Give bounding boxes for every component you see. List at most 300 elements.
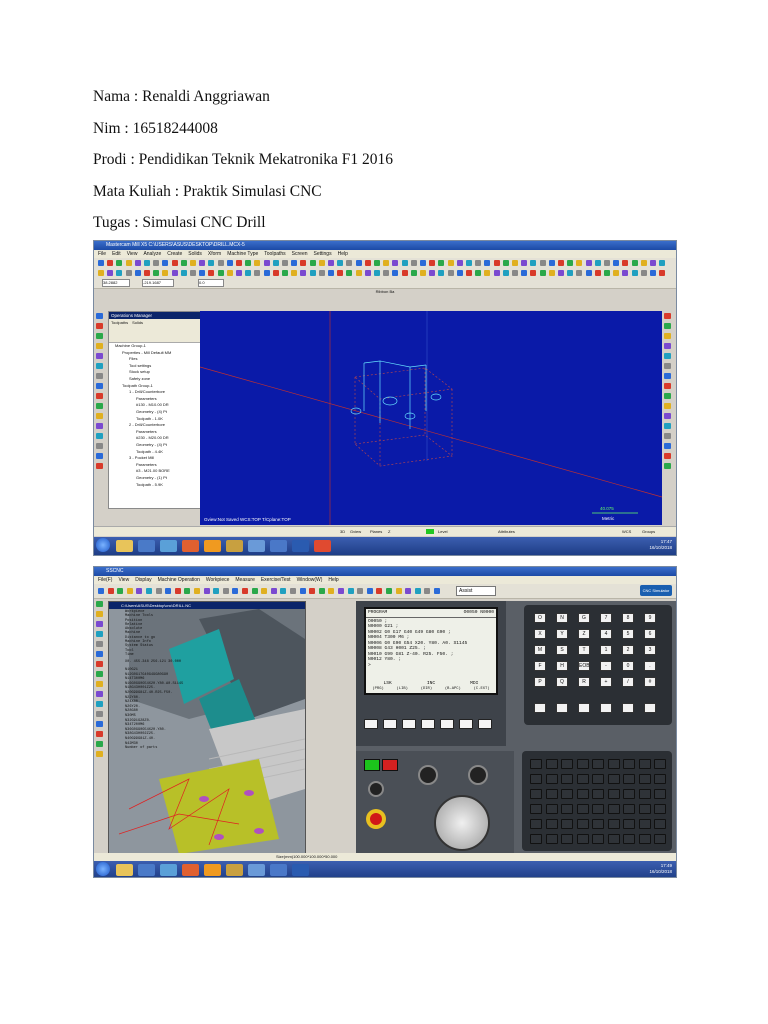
toolbar-icon[interactable]	[232, 588, 238, 594]
tree-item[interactable]: Tool settings	[129, 362, 152, 368]
toolbar-icon[interactable]	[530, 260, 536, 266]
toolbar-icon[interactable]	[107, 260, 113, 266]
toolbar-icon[interactable]	[374, 270, 380, 276]
status-level[interactable]: Level	[438, 529, 448, 534]
key-1-2[interactable]: Z	[578, 629, 590, 639]
panel-key[interactable]	[608, 804, 620, 814]
toolbar-icon[interactable]	[438, 260, 444, 266]
toolbar-icon[interactable]	[438, 270, 444, 276]
sidebar-tool-icon[interactable]	[96, 711, 103, 717]
tree-item[interactable]: Toolpath - 4.4K	[136, 448, 163, 454]
sidebar-tool-icon[interactable]	[664, 423, 671, 429]
toolbar-icon[interactable]	[558, 270, 564, 276]
key-0-0[interactable]: O	[534, 613, 546, 623]
toolbar-icon[interactable]	[319, 588, 325, 594]
key-3-4[interactable]: 0	[622, 661, 634, 671]
spindle-override-knob[interactable]	[468, 765, 488, 785]
toolbar-icon[interactable]	[650, 260, 656, 266]
status-tree-item[interactable]: Distance to go	[125, 635, 156, 640]
sidebar-tool-icon[interactable]	[96, 403, 103, 409]
toolbar-icon[interactable]	[586, 270, 592, 276]
key-1-5[interactable]: 6	[644, 629, 656, 639]
key-0-1[interactable]: N	[556, 613, 568, 623]
network-icon[interactable]	[270, 540, 287, 552]
explorer-icon[interactable]	[116, 864, 133, 876]
toolbar-icon[interactable]	[475, 270, 481, 276]
sidebar-tool-icon[interactable]	[96, 691, 103, 697]
toolbar-icon[interactable]	[484, 260, 490, 266]
toolbar-icon[interactable]	[512, 270, 518, 276]
sidebar-tool-icon[interactable]	[664, 463, 671, 469]
function-key[interactable]	[578, 703, 590, 713]
toolbar-icon[interactable]	[337, 260, 343, 266]
key-0-3[interactable]: 7	[600, 613, 612, 623]
sidebar-tool-icon[interactable]	[664, 393, 671, 399]
panel-key[interactable]	[577, 804, 589, 814]
toolbar-icon[interactable]	[172, 260, 178, 266]
toolbar-icon[interactable]	[405, 588, 411, 594]
status-tree-item[interactable]: Position	[125, 618, 143, 623]
toolbar-icon[interactable]	[153, 270, 159, 276]
softkey-button[interactable]	[383, 719, 397, 729]
toolbar-icon[interactable]	[328, 588, 334, 594]
sidebar-tool-icon[interactable]	[664, 413, 671, 419]
panel-key[interactable]	[561, 774, 573, 784]
toolbar-icon[interactable]	[264, 270, 270, 276]
toolbar-icon[interactable]	[338, 588, 344, 594]
panel-key[interactable]	[546, 819, 558, 829]
menu-file[interactable]: File(F)	[98, 577, 113, 583]
panel-key[interactable]	[623, 759, 635, 769]
toolbar-icon[interactable]	[236, 260, 242, 266]
status-z[interactable]: Z	[388, 529, 391, 534]
toolbar-icon[interactable]	[135, 260, 141, 266]
sidebar-tool-icon[interactable]	[96, 671, 103, 677]
toolbar-icon[interactable]	[420, 260, 426, 266]
toolbar-icon[interactable]	[300, 270, 306, 276]
toolbar-icon[interactable]	[448, 270, 454, 276]
status-tree-item[interactable]: Tool	[125, 648, 134, 653]
toolbar-icon[interactable]	[396, 588, 402, 594]
network-icon[interactable]	[270, 864, 287, 876]
status-attributes[interactable]: Attributes	[498, 529, 515, 534]
status-groups[interactable]: Groups	[642, 529, 656, 534]
toolbar-icon[interactable]	[586, 260, 592, 266]
toolbar-icon[interactable]	[567, 260, 573, 266]
toolbar-icon[interactable]	[632, 270, 638, 276]
graphics-viewport[interactable]	[200, 311, 662, 525]
toolbar-icon[interactable]	[386, 588, 392, 594]
toolbar-icon[interactable]	[98, 270, 104, 276]
toolbar-icon[interactable]	[245, 260, 251, 266]
tree-item[interactable]: #230 - M20.00 DR	[136, 435, 169, 441]
toolbar-icon[interactable]	[136, 588, 142, 594]
menu-edit[interactable]: Edit	[112, 251, 121, 257]
key-0-5[interactable]: 9	[644, 613, 656, 623]
status-tree-item[interactable]: System Status	[125, 644, 154, 649]
tab-solids[interactable]: Solids	[132, 320, 144, 325]
toolbar-icon[interactable]	[282, 260, 288, 266]
toolbar-icon[interactable]	[659, 260, 665, 266]
key-3-1[interactable]: H	[556, 661, 568, 671]
toolbar-icon[interactable]	[549, 260, 555, 266]
sidebar-tool-icon[interactable]	[96, 453, 103, 459]
menu-solids[interactable]: Solids	[188, 251, 202, 257]
sidebar-tool-icon[interactable]	[96, 611, 103, 617]
toolbar-icon[interactable]	[448, 260, 454, 266]
toolbar-icon[interactable]	[429, 260, 435, 266]
key-4-3[interactable]: +	[600, 677, 612, 687]
panel-key[interactable]	[546, 834, 558, 844]
key-2-1[interactable]: S	[556, 645, 568, 655]
panel-key[interactable]	[546, 804, 558, 814]
panel-key[interactable]	[608, 834, 620, 844]
sidebar-tool-icon[interactable]	[96, 333, 103, 339]
toolbar-icon[interactable]	[218, 260, 224, 266]
toolbar-icon[interactable]	[530, 270, 536, 276]
menu-analyze[interactable]: Analyze	[143, 251, 162, 257]
sidebar-tool-icon[interactable]	[664, 383, 671, 389]
function-key[interactable]	[600, 703, 612, 713]
toolbar-icon[interactable]	[116, 260, 122, 266]
z-coordinate-field[interactable]: 0.0	[198, 279, 224, 287]
sidebar-tool-icon[interactable]	[664, 453, 671, 459]
tree-item[interactable]: Geometry - (4) Pt	[136, 442, 167, 447]
sidebar-tool-icon[interactable]	[664, 323, 671, 329]
cycle-start-button[interactable]	[364, 759, 380, 771]
tree-item[interactable]: Parameters	[136, 395, 157, 401]
toolbar-icon[interactable]	[429, 270, 435, 276]
toolbar-icon[interactable]	[271, 588, 277, 594]
key-2-0[interactable]: M	[534, 645, 546, 655]
tree-item[interactable]: 1 - Drill/Counterbore	[129, 389, 166, 395]
tree-item[interactable]: Toolpath - 1.0K	[136, 415, 163, 421]
toolbar-icon[interactable]	[204, 588, 210, 594]
toolbar-icon[interactable]	[199, 270, 205, 276]
softkey-lib[interactable]: (LIB)	[396, 686, 408, 691]
toolbar-icon[interactable]	[622, 260, 628, 266]
toolbar-icon[interactable]	[282, 270, 288, 276]
toolbar-icon[interactable]	[356, 260, 362, 266]
panel-key[interactable]	[623, 834, 635, 844]
menu-xform[interactable]: Xform	[207, 251, 222, 257]
tree-item[interactable]: Toolpath Group-1	[122, 382, 153, 388]
toolbar-icon[interactable]	[165, 588, 171, 594]
tree-item[interactable]: 3 - Pocket Mill	[129, 455, 155, 461]
panel-key[interactable]	[546, 774, 558, 784]
sidebar-tool-icon[interactable]	[96, 641, 103, 647]
toolbar-icon[interactable]	[613, 270, 619, 276]
sidebar-tool-icon[interactable]	[664, 433, 671, 439]
sidebar-tool-icon[interactable]	[96, 463, 103, 469]
toolbar-icon[interactable]	[261, 588, 267, 594]
word-icon[interactable]	[292, 540, 309, 552]
toolbar-icon[interactable]	[135, 270, 141, 276]
status-tree-item[interactable]: Machine Info	[125, 640, 151, 645]
sidebar-tool-icon[interactable]	[96, 651, 103, 657]
simulation-window[interactable]	[108, 601, 306, 855]
softkey-button[interactable]	[421, 719, 435, 729]
function-key[interactable]	[622, 703, 634, 713]
toolbar-icon[interactable]	[604, 260, 610, 266]
panel-key[interactable]	[623, 804, 635, 814]
menu-view[interactable]: View	[118, 577, 130, 583]
sscnc-icon[interactable]	[204, 864, 221, 876]
sidebar-tool-icon[interactable]	[96, 443, 103, 449]
window-icon[interactable]	[248, 540, 265, 552]
panel-key[interactable]	[561, 819, 573, 829]
status-tree-item[interactable]: Machine	[125, 631, 141, 636]
toolbar-icon[interactable]	[264, 260, 270, 266]
status-gview[interactable]: Gview	[350, 529, 362, 534]
panel-key[interactable]	[561, 834, 573, 844]
menu-help[interactable]: Help	[328, 577, 339, 583]
panel-key[interactable]	[592, 834, 604, 844]
toolbar-icon[interactable]	[236, 270, 242, 276]
key-2-2[interactable]: T	[578, 645, 590, 655]
panel-key[interactable]	[608, 789, 620, 799]
key-3-0[interactable]: F	[534, 661, 546, 671]
sidebar-tool-icon[interactable]	[96, 343, 103, 349]
sidebar-tool-icon[interactable]	[96, 383, 103, 389]
tree-item[interactable]: Geometry - (4) Pt	[136, 409, 167, 414]
tree-item[interactable]: #130 - M10.00 DR	[136, 402, 169, 408]
toolbar-icon[interactable]	[376, 588, 382, 594]
toolbar-icon[interactable]	[328, 260, 334, 266]
status-tree-item[interactable]: Time	[125, 652, 134, 657]
panel-key[interactable]	[546, 789, 558, 799]
panel-key[interactable]	[639, 759, 651, 769]
emergency-stop-button[interactable]	[370, 813, 382, 825]
status-tree-item[interactable]: Relative	[125, 622, 143, 627]
toolbar-icon[interactable]	[290, 588, 296, 594]
softkey-button[interactable]	[459, 719, 473, 729]
feed-override-knob[interactable]	[418, 765, 438, 785]
sidebar-tool-icon[interactable]	[96, 721, 103, 727]
toolbar-icon[interactable]	[190, 270, 196, 276]
toolbar-icon[interactable]	[252, 588, 258, 594]
toolbar-icon[interactable]	[392, 260, 398, 266]
panel-key[interactable]	[592, 804, 604, 814]
toolbar-icon[interactable]	[659, 270, 665, 276]
feed-hold-button[interactable]	[382, 759, 398, 771]
toolbar-icon[interactable]	[475, 260, 481, 266]
toolbar-icon[interactable]	[549, 270, 555, 276]
panel-key[interactable]	[530, 759, 542, 769]
toolbar-icon[interactable]	[392, 270, 398, 276]
key-2-3[interactable]: 1	[600, 645, 612, 655]
sidebar-tool-icon[interactable]	[96, 731, 103, 737]
folder-icon[interactable]	[226, 540, 243, 552]
toolbar-icon[interactable]	[98, 588, 104, 594]
toolbar-icon[interactable]	[181, 270, 187, 276]
key-0-4[interactable]: 8	[622, 613, 634, 623]
panel-key[interactable]	[654, 819, 666, 829]
toolbar-icon[interactable]	[254, 270, 260, 276]
toolbar-icon[interactable]	[650, 270, 656, 276]
tab-toolpaths[interactable]: Toolpaths	[111, 320, 129, 325]
panel-key[interactable]	[639, 804, 651, 814]
toolbar-icon[interactable]	[184, 588, 190, 594]
start-button-icon[interactable]	[96, 862, 110, 876]
toolbar-icon[interactable]	[424, 588, 430, 594]
menu-exercise[interactable]: Exercise/Test	[260, 577, 291, 583]
sidebar-tool-icon[interactable]	[96, 413, 103, 419]
status-wcs[interactable]: WCS	[622, 529, 632, 534]
toolbar-icon[interactable]	[146, 588, 152, 594]
panel-key[interactable]	[608, 759, 620, 769]
tree-item[interactable]: Machine Group-1	[115, 343, 146, 348]
sidebar-tool-icon[interactable]	[664, 353, 671, 359]
sidebar-tool-icon[interactable]	[96, 621, 103, 627]
toolbar-icon[interactable]	[383, 260, 389, 266]
status-tree-item[interactable]: Machine Tools	[125, 614, 154, 619]
menu-measure[interactable]: Measure	[235, 577, 255, 583]
toolbar-icon[interactable]	[319, 260, 325, 266]
toolbar-icon[interactable]	[415, 588, 421, 594]
key-0-2[interactable]: G	[578, 613, 590, 623]
panel-key[interactable]	[654, 834, 666, 844]
toolbar-icon[interactable]	[503, 260, 509, 266]
toolbar-icon[interactable]	[367, 588, 373, 594]
toolbar-icon[interactable]	[411, 260, 417, 266]
toolbar-icon[interactable]	[328, 270, 334, 276]
toolbar-icon[interactable]	[218, 270, 224, 276]
toolbar-icon[interactable]	[346, 270, 352, 276]
panel-key[interactable]	[546, 759, 558, 769]
media-player-icon[interactable]	[138, 540, 155, 552]
sidebar-tool-icon[interactable]	[96, 373, 103, 379]
toolbar-icon[interactable]	[117, 588, 123, 594]
mode-knob[interactable]	[368, 781, 384, 797]
color-swatch[interactable]	[426, 529, 434, 534]
toolbar-icon[interactable]	[521, 260, 527, 266]
key-3-2[interactable]: EOB	[579, 663, 590, 669]
key-4-2[interactable]: R	[578, 677, 590, 687]
toolbar-icon[interactable]	[144, 270, 150, 276]
panel-key[interactable]	[623, 789, 635, 799]
panel-key[interactable]	[530, 804, 542, 814]
toolbar-icon[interactable]	[622, 270, 628, 276]
toolbar-icon[interactable]	[107, 270, 113, 276]
toolbar-icon[interactable]	[365, 260, 371, 266]
toolbar-icon[interactable]	[402, 260, 408, 266]
panel-key[interactable]	[592, 789, 604, 799]
sidebar-tool-icon[interactable]	[664, 403, 671, 409]
toolbar-icon[interactable]	[273, 260, 279, 266]
toolbar-icon[interactable]	[365, 270, 371, 276]
panel-key[interactable]	[654, 759, 666, 769]
menu-create[interactable]: Create	[167, 251, 183, 257]
toolbar-icon[interactable]	[181, 260, 187, 266]
toolbar-icon[interactable]	[558, 260, 564, 266]
key-1-1[interactable]: Y	[556, 629, 568, 639]
panel-key[interactable]	[561, 804, 573, 814]
panel-key[interactable]	[608, 819, 620, 829]
toolbar-icon[interactable]	[595, 270, 601, 276]
toolbar-icon[interactable]	[199, 260, 205, 266]
toolbar-icon[interactable]	[466, 270, 472, 276]
menu-view[interactable]: View	[126, 251, 138, 257]
sidebar-tool-icon[interactable]	[96, 741, 103, 747]
app-icon[interactable]	[160, 540, 177, 552]
status-tree-item[interactable]: Workpiece	[125, 610, 145, 614]
key-1-4[interactable]: 5	[622, 629, 634, 639]
word-icon[interactable]	[292, 864, 309, 876]
menu-machine-operation[interactable]: Machine Operation	[157, 577, 200, 583]
toolbar-icon[interactable]	[512, 260, 518, 266]
sidebar-tool-icon[interactable]	[96, 751, 103, 757]
toolbar-icon[interactable]	[116, 270, 122, 276]
toolbar-icon[interactable]	[245, 270, 251, 276]
x-coordinate-field[interactable]: 38.2882	[102, 279, 130, 287]
tree-item[interactable]: #3 - M21.00 BORE	[136, 468, 170, 474]
key-4-0[interactable]: P	[534, 677, 546, 687]
sidebar-tool-icon[interactable]	[96, 631, 103, 637]
toolbar-icon[interactable]	[300, 588, 306, 594]
toolbar-icon[interactable]	[254, 260, 260, 266]
tree-item[interactable]: Safety zone	[129, 376, 151, 381]
toolbar-icon[interactable]	[223, 588, 229, 594]
panel-key[interactable]	[530, 834, 542, 844]
toolbar-icon[interactable]	[291, 260, 297, 266]
softkey-button[interactable]	[478, 719, 492, 729]
key-3-5[interactable]: .	[644, 661, 656, 671]
panel-key[interactable]	[561, 789, 573, 799]
media-player-icon[interactable]	[138, 864, 155, 876]
softkey-button[interactable]	[402, 719, 416, 729]
toolbar-icon[interactable]	[194, 588, 200, 594]
toolbar-icon[interactable]	[346, 260, 352, 266]
panel-key[interactable]	[530, 819, 542, 829]
mastercam-icon[interactable]	[182, 540, 199, 552]
start-button-icon[interactable]	[96, 538, 110, 552]
tree-item[interactable]: Geometry - (1) Pt	[136, 475, 167, 480]
panel-key[interactable]	[561, 759, 573, 769]
sidebar-tool-icon[interactable]	[96, 313, 103, 319]
toolbar-icon[interactable]	[242, 588, 248, 594]
menu-machine-type[interactable]: Machine Type	[227, 251, 259, 257]
softkey-bapc[interactable]: (B-APC)	[444, 686, 461, 691]
chrome-icon[interactable]	[314, 540, 331, 552]
window-icon[interactable]	[248, 864, 265, 876]
toolbar-icon[interactable]	[457, 270, 463, 276]
panel-key[interactable]	[639, 789, 651, 799]
sidebar-tool-icon[interactable]	[96, 601, 103, 607]
toolbar-icon[interactable]	[383, 270, 389, 276]
key-2-4[interactable]: 2	[622, 645, 634, 655]
toolbar-icon[interactable]	[291, 270, 297, 276]
panel-key[interactable]	[592, 819, 604, 829]
toolbar-icon[interactable]	[273, 270, 279, 276]
toolbar-icon[interactable]	[632, 260, 638, 266]
panel-key[interactable]	[654, 774, 666, 784]
toolbar-icon[interactable]	[641, 270, 647, 276]
tree-item[interactable]: 2 - Drill/Counterbore	[129, 422, 166, 428]
toolbar-icon[interactable]	[521, 270, 527, 276]
panel-key[interactable]	[577, 789, 589, 799]
sidebar-tool-icon[interactable]	[664, 443, 671, 449]
panel-key[interactable]	[608, 774, 620, 784]
toolbar-icon[interactable]	[540, 260, 546, 266]
menu-help[interactable]: Help	[337, 251, 348, 257]
sidebar-tool-icon[interactable]	[664, 333, 671, 339]
toolbar-icon[interactable]	[310, 260, 316, 266]
toolbar-icon[interactable]	[126, 270, 132, 276]
app-icon[interactable]	[160, 864, 177, 876]
toolbar-icon[interactable]	[420, 270, 426, 276]
status-planes[interactable]: Planes	[370, 529, 383, 534]
